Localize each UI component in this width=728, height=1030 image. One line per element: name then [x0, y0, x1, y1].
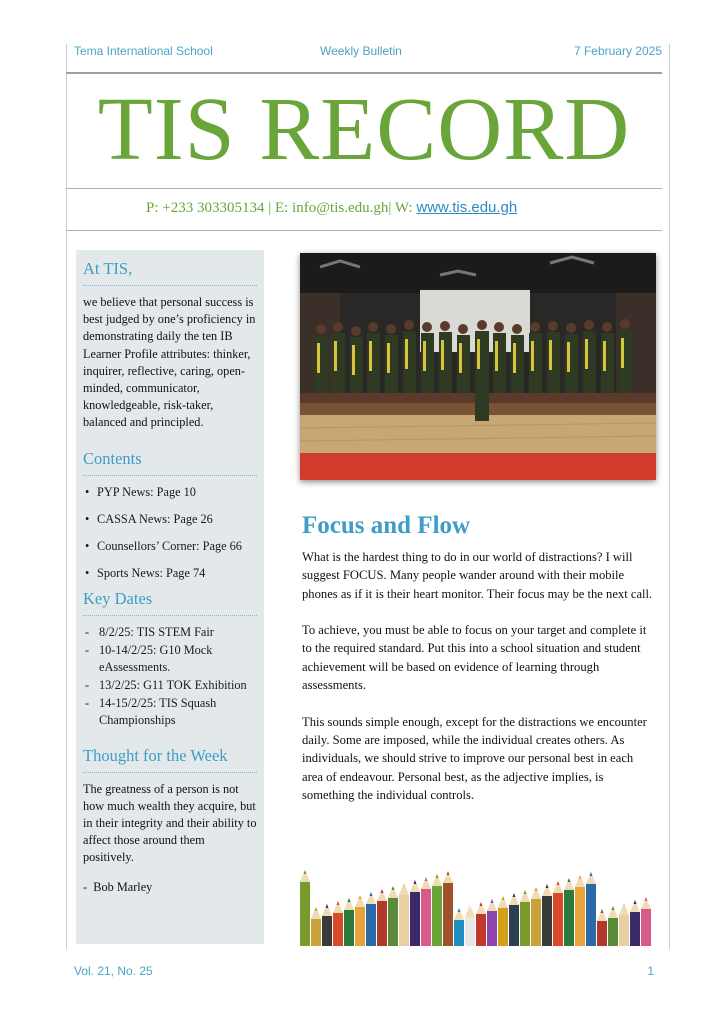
pencil-lead	[612, 906, 615, 910]
pencil-lead	[359, 895, 362, 899]
pencil-lead	[447, 871, 450, 875]
pencil-lead	[491, 899, 494, 903]
article-paragraph: What is the hardest thing to do in our world of distractions? I will suggest FOCUS. Many people wander around with their mobile phones as if it is their heart monitor. Their focus may be the next call.	[302, 550, 653, 601]
header-rule	[66, 72, 662, 74]
dotted-divider	[83, 475, 257, 476]
pencil-body	[564, 890, 574, 946]
pencil-body	[531, 899, 541, 946]
thought-author: - Bob Marley	[83, 879, 153, 894]
article-title: Focus and Flow	[302, 512, 471, 539]
pencil-body	[322, 916, 332, 946]
article-body	[302, 548, 654, 822]
pencil-body	[443, 883, 453, 946]
pencil-lead	[557, 881, 560, 885]
pencil-body	[542, 896, 552, 946]
school-name: Tema International School	[74, 44, 213, 58]
pencil-body	[597, 921, 607, 946]
pencil-body	[300, 882, 310, 946]
pencil-lead	[601, 909, 604, 913]
pencil-body	[311, 919, 321, 946]
pencil-lead	[568, 878, 571, 882]
pencil-lead	[513, 893, 516, 897]
sidebar	[76, 250, 264, 944]
masthead-title: TIS RECORD	[97, 80, 631, 179]
pencil-body	[454, 920, 464, 946]
dotted-divider	[83, 772, 257, 773]
pencil-lead	[304, 870, 307, 874]
dotted-divider	[83, 615, 257, 616]
pencil-body	[344, 910, 354, 946]
pencil-body	[641, 909, 651, 946]
header-bar	[74, 44, 662, 64]
key-dates-heading: Key Dates	[83, 588, 153, 608]
students-on-stage-photo	[300, 253, 656, 480]
thought-quote: The greatness of a person is not how much wealth they acquire, but in their integrity and their ability to affect those around them positively.	[83, 781, 257, 865]
at-tis-heading: At TIS,	[83, 259, 133, 278]
dotted-divider	[83, 285, 257, 286]
stage-photo-illustration	[300, 253, 656, 480]
pencil-body	[630, 912, 640, 946]
pencil-lead	[623, 903, 626, 907]
pencil-lead	[381, 889, 384, 893]
article-paragraph: To achieve, you must be able to focus on your target and complete it to the required standard. Put this into a school situation and student achievement will be based on evidence of learning through assessments.	[302, 623, 647, 693]
pencil-lead	[370, 892, 373, 896]
contact-line	[146, 199, 517, 217]
masthead-rule-top	[66, 188, 662, 189]
pencil-lead	[315, 907, 318, 911]
issue-date: 7 February 2025	[573, 44, 662, 58]
contents-item: • Sports News: Page 74	[83, 565, 257, 582]
pencil-lead	[337, 901, 340, 905]
key-dates-list	[83, 624, 257, 729]
pencil-lead	[535, 887, 538, 891]
pencil-body	[410, 892, 420, 946]
pencil-lead	[645, 897, 648, 901]
pencil-body	[520, 902, 530, 946]
pencil-lead	[425, 877, 428, 881]
pencil-body	[608, 918, 618, 946]
pencil-body	[366, 904, 376, 946]
contents-item: • CASSA News: Page 26	[83, 511, 257, 528]
pencil-body	[487, 911, 497, 946]
key-date-item: - 10-14/2/25: G10 Mock eAssessments.	[83, 642, 257, 676]
pencil-body	[432, 886, 442, 946]
contents-list	[83, 484, 257, 582]
pencil-body	[421, 889, 431, 946]
pencil-body	[509, 905, 519, 946]
pencil-lead	[403, 883, 406, 887]
pencil-body	[388, 898, 398, 946]
pencil-body	[575, 887, 585, 946]
pencil-lead	[480, 902, 483, 906]
pencil-lead	[414, 880, 417, 884]
page-number: 1	[647, 964, 654, 978]
pencil-lead	[590, 872, 593, 876]
pencil-body	[399, 895, 409, 946]
contents-item: • PYP News: Page 10	[83, 484, 257, 501]
contents-heading: Contents	[83, 448, 142, 468]
contact-text: P: +233 303305134 | E: info@tis.edu.gh| W:	[146, 200, 417, 216]
article-paragraph: This sounds simple enough, except for the distractions we encounter daily. Some are imposed, while the individual creates others. As individuals, we should strive to improve our personal best in each area of endeavour. Personal best, as the adjective implies, is something the individual controls.	[302, 714, 647, 802]
pencil-body	[476, 914, 486, 946]
pencil-lead	[436, 874, 439, 878]
right-border-line	[669, 44, 670, 949]
website-link[interactable]: www.tis.edu.gh	[416, 199, 518, 216]
pencil-lead	[634, 900, 637, 904]
pencil-body	[465, 917, 475, 946]
key-date-item: - 8/2/25: TIS STEM Fair	[83, 624, 257, 641]
pencil-lead	[326, 904, 329, 908]
at-tis-text: we believe that personal success is best judged by one’s proficiency in demonstrating daily the ten IB Learner Profile attributes: thinker, inquirer, reflective, caring, open-minded, communicator, knowledgeable, risk-taker, balanced and principled.	[83, 295, 256, 430]
volume-number: Vol. 21, No. 25	[74, 964, 153, 978]
contents-item: • Counsellors’ Corner: Page 66	[83, 538, 257, 555]
pencil-body	[377, 901, 387, 946]
pencil-lead	[348, 898, 351, 902]
pencil-body	[355, 907, 365, 946]
pencil-lead	[458, 908, 461, 912]
colored-pencils-illustration	[300, 850, 656, 946]
pencil-lead	[502, 896, 505, 900]
pencil-lead	[392, 886, 395, 890]
masthead-rule-bottom	[66, 230, 662, 231]
pencil-lead	[546, 884, 549, 888]
pencil-lead	[469, 905, 472, 909]
pencil-body	[619, 915, 629, 946]
pencil-body	[553, 893, 563, 946]
thought-heading: Thought for the Week	[83, 745, 228, 765]
pencil-body	[586, 884, 596, 946]
pencil-lead	[524, 890, 527, 894]
pencil-body	[333, 913, 343, 946]
publication-name: Weekly Bulletin	[320, 44, 402, 58]
key-date-item: - 14-15/2/25: TIS Squash Championships	[83, 695, 257, 729]
pencil-body	[498, 908, 508, 946]
thought-author-name: Bob Marley	[93, 879, 153, 894]
pencil-lead	[579, 875, 582, 879]
key-date-item: - 13/2/25: G11 TOK Exhibition	[83, 677, 257, 694]
